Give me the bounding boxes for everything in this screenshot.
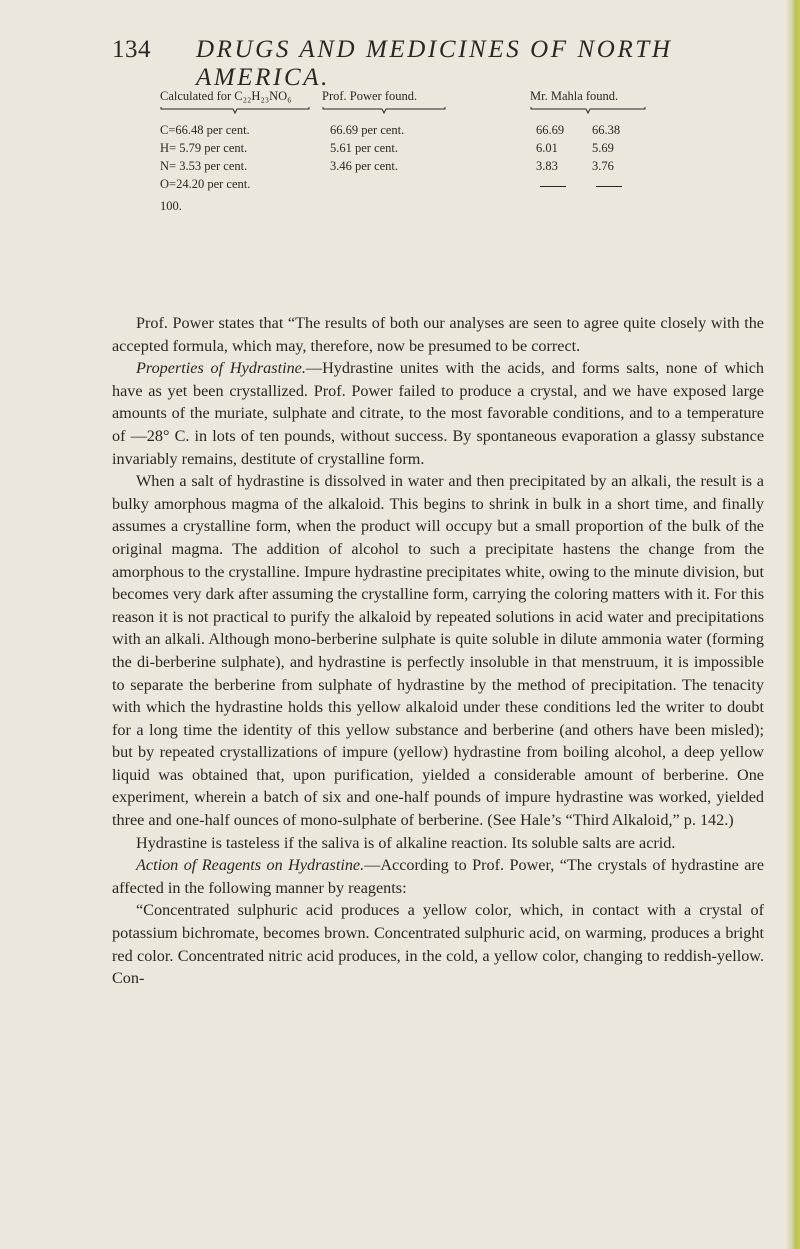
- paragraph: Prof. Power states that “The results of both our analyses are seen to agree quite closely with the accepted formula, which may, therefore, now be presumed to be correct.: [112, 314, 764, 355]
- power-nitrogen: 3.46 per cent.: [330, 159, 399, 173]
- power-carbon: 66.69 per cent.: [330, 123, 405, 137]
- analysis-table: [0, 89, 800, 329]
- mahla-nitrogen-1: 3.83: [536, 159, 558, 173]
- page-header: [0, 36, 800, 91]
- subheading: Properties of Hydrastine.: [136, 359, 306, 378]
- mahla-carbon-2: 66.38: [592, 123, 621, 137]
- mahla-carbon-1: 66.69: [536, 123, 565, 137]
- column-header-mahla: Mr. Mahla found.: [530, 89, 619, 103]
- mahla-nitrogen-2: 3.76: [592, 159, 614, 173]
- calculated-nitrogen: N= 3.53 per cent.: [160, 159, 248, 173]
- paragraph: Action of Reagents on Hydrastine.—According to Prof. Power, “The crystals of hydrastine are affected in the following manner by reagents:: [112, 856, 764, 897]
- column-header-power: Prof. Power found.: [322, 89, 418, 103]
- brace-mahla: [530, 106, 646, 114]
- subheading: Action of Reagents on Hydrastine.: [136, 856, 365, 875]
- body-text: [112, 312, 764, 990]
- power-hydrogen: 5.61 per cent.: [330, 141, 399, 155]
- page-number: 134: [112, 36, 151, 63]
- brace-calculated: [160, 106, 310, 114]
- column-header-calculated: Calculated for C₂₂H₂₃NO₆: [160, 89, 292, 103]
- calculated-carbon: C=66.48 per cent.: [160, 123, 250, 137]
- mahla-oxygen-dash-1: [540, 186, 566, 187]
- mahla-hydrogen-1: 6.01: [536, 141, 558, 155]
- calculated-hydrogen: H= 5.79 per cent.: [160, 141, 248, 155]
- running-title: DRUGS AND MEDICINES OF NORTH AMERICA.: [196, 36, 673, 91]
- calculated-oxygen: O=24.20 per cent.: [160, 177, 251, 191]
- calculated-total: 100.: [160, 199, 182, 213]
- paragraph: When a salt of hydrastine is dissolved in water and then precipitated by an alkali, the result is a bulky amorphous magma of the alkaloid. This begins to shrink in bulk in a short time, and finally assumes a crystalline form, when the product will occupy but a small proportion of the bulk of the original magma. The addition of alcohol to such a precipitate hastens the change from the amorphous to the crystalline. Impure hydrastine precipitates white, owing to the minute division, but becomes very dark after assuming the crystalline form, carrying the coloring matters with it. For this reason it is not practical to purify the alkaloid by repeated solutions in acid water and precipitations with an alkali. Although mono-berberine sulphate is quite soluble in dilute ammonia water (forming the di-berberine sulphate), and hydrastine is perfectly insoluble in that menstruum, it is impossible to separate the berberine from sulphate of hydrastine by the method of precipitation. The tenacity with which the hydrastine holds this yellow alkaloid under these conditions led the writer to doubt for a long time the identity of this yellow substance and berberine (and others have been misled); but by repeated crystallizations of impure (yellow) hydrastine from boiling alcohol, a deep yellow liquid was obtained that, upon purification, yielded a considerable amount of berberine. One experiment, wherein a batch of six and one-half pounds of impure hydrastine was worked, yielded three and one-half ounces of mono-sulphate of berberine. (See Hale’s “Third Alkaloid,” p. 142.): [112, 472, 764, 830]
- mahla-oxygen-dash-2: [596, 186, 622, 187]
- mahla-hydrogen-2: 5.69: [592, 141, 614, 155]
- paragraph: Hydrastine is tasteless if the saliva is of alkaline reaction. Its soluble salts are acrid.: [136, 833, 676, 852]
- paragraph: Properties of Hydrastine.—Hydrastine unites with the acids, and forms salts, none of which have as yet been crystallized. Prof. Power failed to produce a crystal, and we have exposed large amounts of the muriate, sulphate and citrate, to the most favorable conditions, and to a temperature of —28° C. in lots of ten pounds, without success. By spontaneous evaporation a glassy substance invariably remains, destitute of crystalline form.: [112, 359, 764, 468]
- brace-power: [322, 106, 446, 114]
- paragraph: “Concentrated sulphuric acid produces a yellow color, which, in contact with a crystal of potassium bichromate, becomes brown. Concentrated sulphuric acid, on warming, produces a bright red color. Concentrated nitric acid produces, in the cold, a yellow color, changing to reddish-yellow. Con-: [112, 901, 764, 988]
